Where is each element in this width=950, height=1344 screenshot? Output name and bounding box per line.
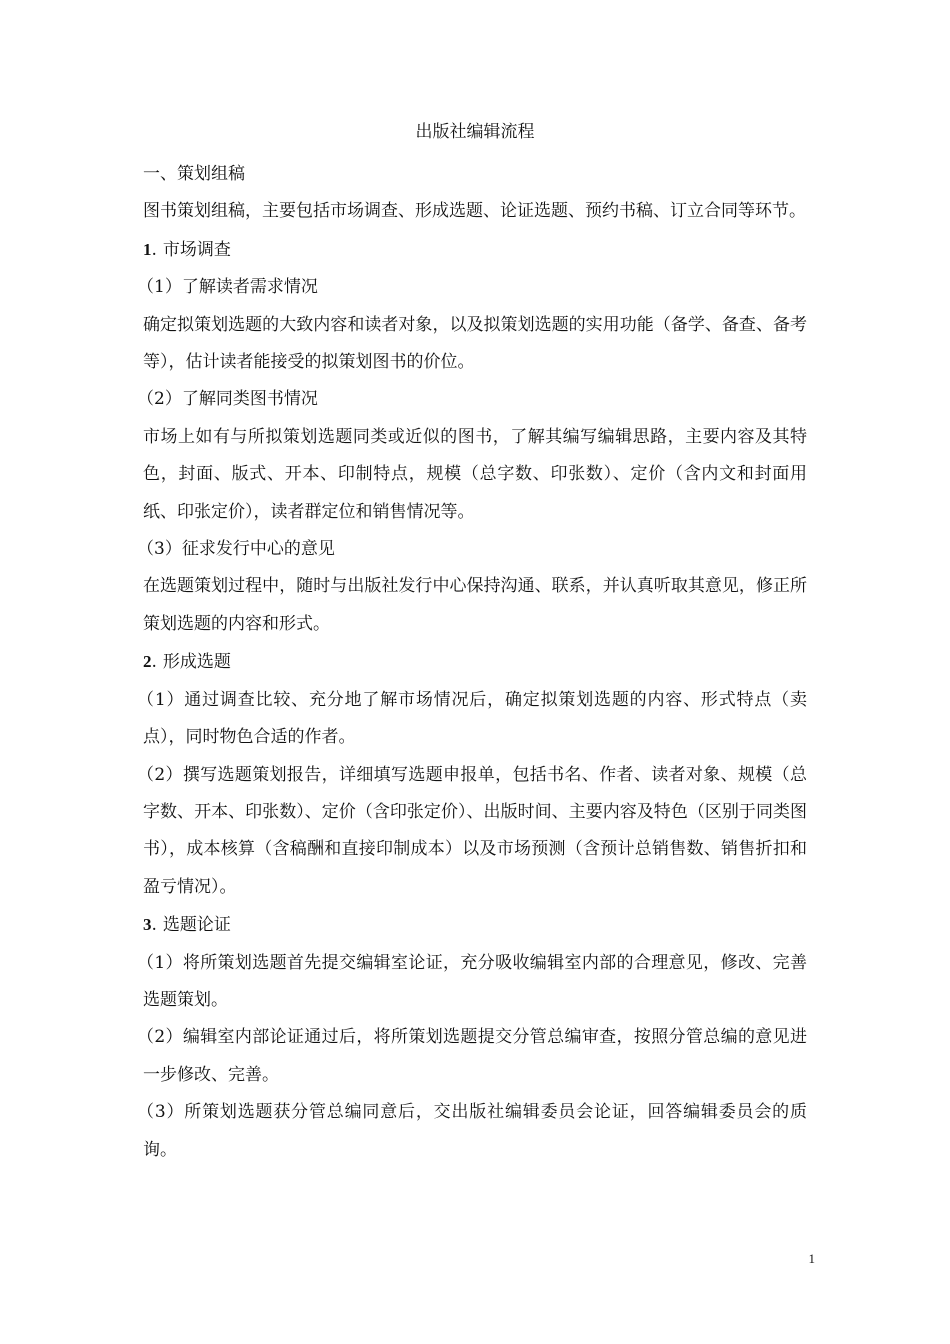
document-body [137, 156, 807, 1169]
subsection-title: 市场调查 [162, 239, 231, 260]
list-item-form-topic-2: （2）撰写选题策划报告，详细填写选题申报单，包括书名、作者、读者对象、规模（总字数、开本、印张数）、定价（含印张定价）、出版时间、主要内容及特色（区别于同类图书），成本核算（含稿酬和直接印制成本）以及市场预测（含预计总销售数、销售折扣和盈亏情况）。 [137, 764, 807, 897]
paragraph-reader-needs: 确定拟策划选题的大致内容和读者对象，以及拟策划选题的实用功能（备学、备查、备考等），估计读者能接受的拟策划图书的价位。 [143, 314, 807, 373]
subsection-title: 选题论证 [162, 915, 231, 936]
list-item-distribution-center: （3）征求发行中心的意见 [137, 539, 335, 560]
document-title: 出版社编辑流程 [415, 122, 535, 142]
subsection-separator: . [151, 652, 157, 673]
subsection-number: 1 [143, 239, 152, 259]
subsection-separator: . [151, 915, 157, 936]
list-item-similar-books: （2）了解同类图书情况 [137, 389, 318, 410]
subsection-number: 3 [143, 915, 152, 935]
subsection-heading-topic-review [143, 906, 807, 944]
paragraph-similar-books: 市场上如有与所拟策划选题同类或近似的图书，了解其编写编辑思路，主要内容及其特色，封面、版式、开本、印制特点，规模（总字数、印张数）、定价（含内文和封面用纸、印张定价），读者群定位和销售情况等。 [143, 426, 807, 522]
subsection-heading-market-research [143, 231, 807, 269]
page-number: 1 [808, 1251, 815, 1266]
subsection-separator: . [151, 239, 157, 260]
subsection-heading-form-topic [143, 643, 807, 681]
list-item-topic-review-2: （2）编辑室内部论证通过后，将所策划选题提交分管总编审查，按照分管总编的意见进一步修改、完善。 [137, 1027, 807, 1085]
list-item-topic-review-1: （1）将所策划选题首先提交编辑室论证，充分吸收编辑室内部的合理意见，修改、完善选题策划。 [137, 952, 807, 1010]
section-heading-1: 一、策划组稿 [143, 164, 245, 184]
list-item-topic-review-3: （3）所策划选题获分管总编同意后，交出版社编辑委员会论证，回答编辑委员会的质询。 [137, 1102, 807, 1160]
list-item-form-topic-1: （1）通过调查比较、充分地了解市场情况后，确定拟策划选题的内容、形式特点（卖点），同时物色合适的作者。 [137, 689, 807, 748]
list-item-reader-needs: （1）了解读者需求情况 [137, 277, 318, 298]
subsection-number: 2 [143, 652, 152, 672]
paragraph-distribution-center: 在选题策划过程中，随时与出版社发行中心保持沟通、联系，并认真听取其意见，修正所策划选题的内容和形式。 [143, 576, 807, 634]
subsection-title: 形成选题 [162, 652, 231, 673]
paragraph-intro: 图书策划组稿，主要包括市场调查、形成选题、论证选题、预约书稿、订立合同等环节。 [143, 201, 806, 222]
